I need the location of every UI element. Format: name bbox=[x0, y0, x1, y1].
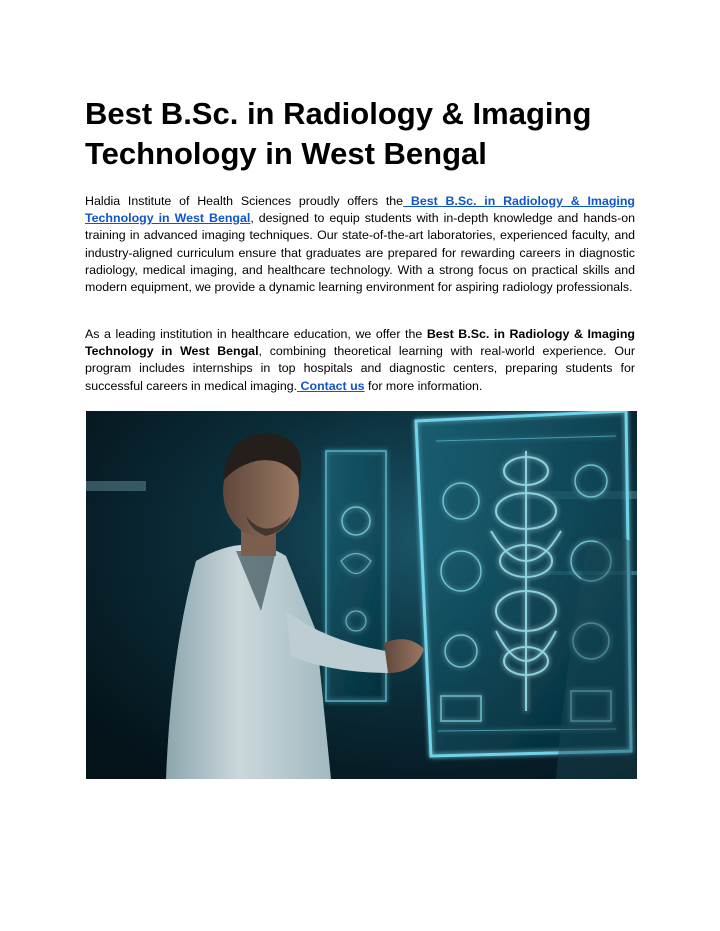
intro-paragraph bbox=[85, 193, 635, 296]
second-text-after-link: for more information. bbox=[364, 378, 483, 393]
page-title: Best B.Sc. in Radiology & Imaging Technology in West Bengal bbox=[85, 96, 592, 171]
intro-text-before-link: Haldia Institute of Health Sciences proudly offers the bbox=[85, 194, 404, 208]
radiology-illustration bbox=[86, 411, 637, 779]
second-text-before-bold: As a leading institution in healthcare education, we offer the bbox=[85, 327, 427, 341]
second-paragraph bbox=[85, 326, 635, 395]
intro-text-after-link: , designed to equip students with in-depth knowledge and hands-on training in advanced imaging techniques. Our state-of-the-art laboratories, experienced faculty, and industry-aligned curriculum ensure that graduates are prepared for rewarding careers in diagnostic radiology, medical imaging, and healthcare technology. With a strong focus on practical skills and modern equipment, we provide a dynamic learning environment for aspiring radiology professionals. bbox=[85, 211, 635, 295]
radiology-photo bbox=[86, 411, 637, 779]
program-name-bold: Best B.Sc. in Radiology & Imaging Technology in West Bengal bbox=[85, 327, 635, 359]
program-link[interactable]: Best B.Sc. in Radiology & Imaging Technology in West Bengal bbox=[85, 194, 635, 226]
second-text-middle: , combining theoretical learning with real-world experience. Our program includes internships in top hospitals and diagnostic centers, preparing students for successful careers in medical imaging. bbox=[85, 344, 636, 393]
contact-us-link[interactable]: Contact us bbox=[297, 378, 365, 393]
